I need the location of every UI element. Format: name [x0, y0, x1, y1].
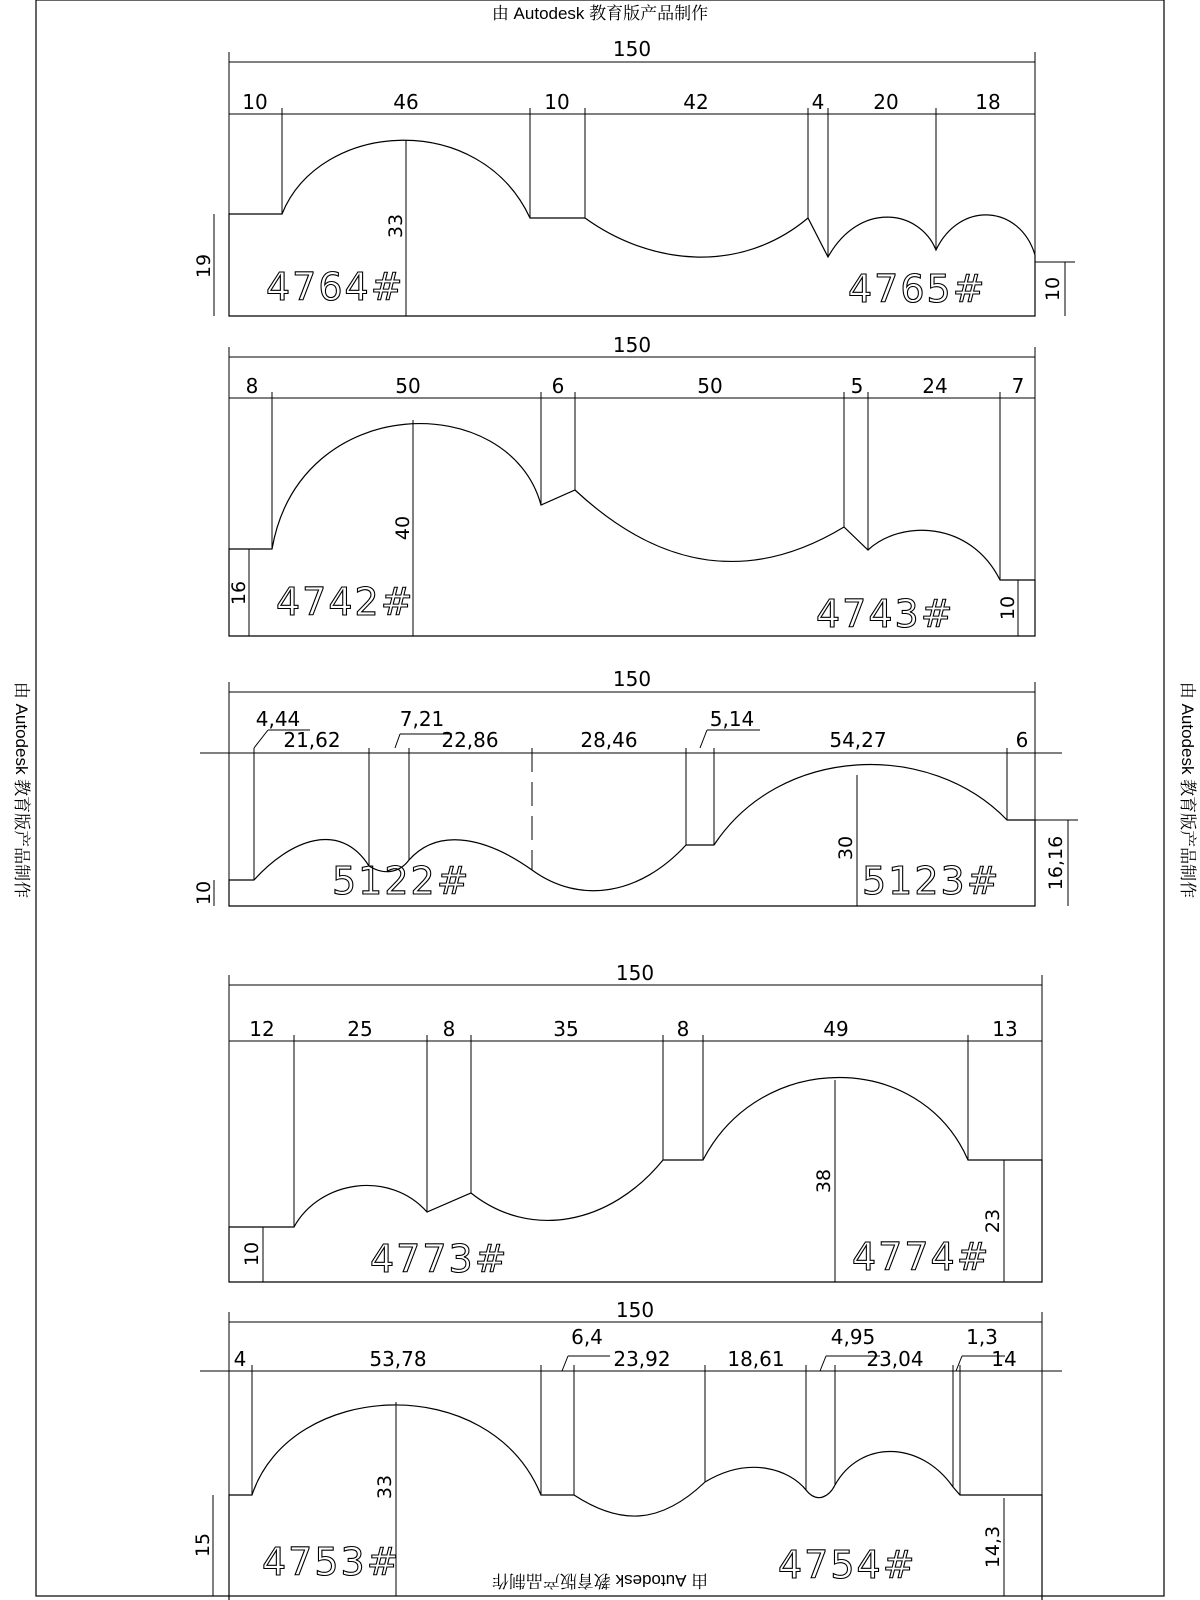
dim-overall: 150 — [612, 37, 652, 61]
dim-segment: 42 — [683, 90, 709, 114]
dim-right-height: 23 — [982, 1208, 1004, 1234]
dim-right-height: 10 — [997, 595, 1019, 621]
dim-segment: 10 — [242, 90, 268, 114]
profile-code-right: 4774# — [852, 1235, 991, 1279]
dim-left-height: 16 — [228, 580, 250, 606]
dim-right-height: 16,16 — [1045, 835, 1067, 891]
dim-segment: 8 — [676, 1017, 690, 1041]
profile-4742-4743 — [228, 333, 1035, 636]
watermark-bottom: 由 Autodesk 教育版产品制作 — [491, 1571, 709, 1590]
dim-segment: 6 — [1015, 728, 1029, 752]
dim-segment: 5,14 — [709, 707, 755, 731]
profile-4764-4765 — [193, 37, 1075, 316]
dim-segment: 53,78 — [369, 1347, 427, 1371]
dim-segment: 12 — [249, 1017, 275, 1041]
dim-segment: 50 — [395, 374, 421, 398]
dim-segment: 6,4 — [571, 1325, 603, 1349]
dim-segment: 18,61 — [727, 1347, 785, 1371]
dim-segment: 13 — [992, 1017, 1018, 1041]
dim-segment: 7,21 — [399, 707, 445, 731]
profile-code-right: 4754# — [778, 1543, 917, 1587]
dim-segment: 5 — [850, 374, 864, 398]
dim-overall: 150 — [612, 333, 652, 357]
dim-tall-height: 33 — [374, 1474, 396, 1500]
dim-segment: 20 — [873, 90, 899, 114]
dim-segment: 35 — [553, 1017, 579, 1041]
dim-segment: 22,86 — [441, 728, 499, 752]
dim-segment: 23,04 — [866, 1347, 924, 1371]
profile-code-left: 4773# — [370, 1237, 509, 1281]
profile-code-left: 4753# — [262, 1540, 401, 1584]
watermark-top: 由 Autodesk 教育版产品制作 — [491, 4, 709, 23]
watermark-left: 由 Autodesk 教育版产品制作 — [12, 681, 31, 899]
dim-segment: 24 — [922, 374, 948, 398]
dim-tall-height: 40 — [392, 515, 414, 541]
watermark-right: 由 Autodesk 教育版产品制作 — [1178, 681, 1197, 899]
dim-segment: 54,27 — [829, 728, 887, 752]
dim-segment: 50 — [697, 374, 723, 398]
dim-segment: 7 — [1011, 374, 1025, 398]
dim-segment: 1,3 — [966, 1325, 998, 1349]
dim-segment: 4 — [811, 90, 825, 114]
dim-segment: 14 — [991, 1347, 1017, 1371]
dim-segment: 25 — [347, 1017, 373, 1041]
profile-code-right: 4765# — [848, 267, 987, 311]
profile-code-right: 5123# — [862, 859, 1001, 903]
dim-overall: 150 — [615, 961, 655, 985]
profile-code-left: 5122# — [332, 859, 471, 903]
dim-tall-height: 30 — [835, 835, 857, 861]
profile-4753-4754 — [192, 1298, 1062, 1600]
dim-segment: 8 — [442, 1017, 456, 1041]
dim-left-height: 10 — [241, 1241, 263, 1267]
dim-right-height: 10 — [1042, 276, 1064, 302]
dim-right-height: 14,3 — [982, 1525, 1004, 1569]
dim-tall-height: 38 — [813, 1168, 835, 1194]
dim-segment: 4 — [233, 1347, 247, 1371]
dim-segment: 23,92 — [613, 1347, 671, 1371]
dim-left-height: 19 — [193, 253, 215, 279]
profile-code-left: 4764# — [266, 265, 405, 309]
dim-segment: 4,44 — [255, 707, 301, 731]
dim-segment: 4,95 — [830, 1325, 876, 1349]
dim-segment: 49 — [823, 1017, 849, 1041]
dim-overall: 150 — [615, 1298, 655, 1322]
dim-segment: 8 — [245, 374, 259, 398]
dim-segment: 28,46 — [580, 728, 638, 752]
dim-segment: 18 — [975, 90, 1001, 114]
profile-code-left: 4742# — [276, 580, 415, 624]
dim-tall-height: 33 — [385, 213, 407, 239]
profile-5122-5123 — [193, 667, 1078, 906]
dim-overall: 150 — [612, 667, 652, 691]
profile-4773-4774 — [229, 961, 1042, 1282]
dim-segment: 21,62 — [283, 728, 341, 752]
profile-code-right: 4743# — [816, 592, 955, 636]
dim-left-height: 10 — [193, 880, 215, 906]
dim-segment: 46 — [393, 90, 419, 114]
dim-segment: 10 — [544, 90, 570, 114]
dim-left-height: 15 — [192, 1532, 214, 1558]
dim-segment: 6 — [551, 374, 565, 398]
